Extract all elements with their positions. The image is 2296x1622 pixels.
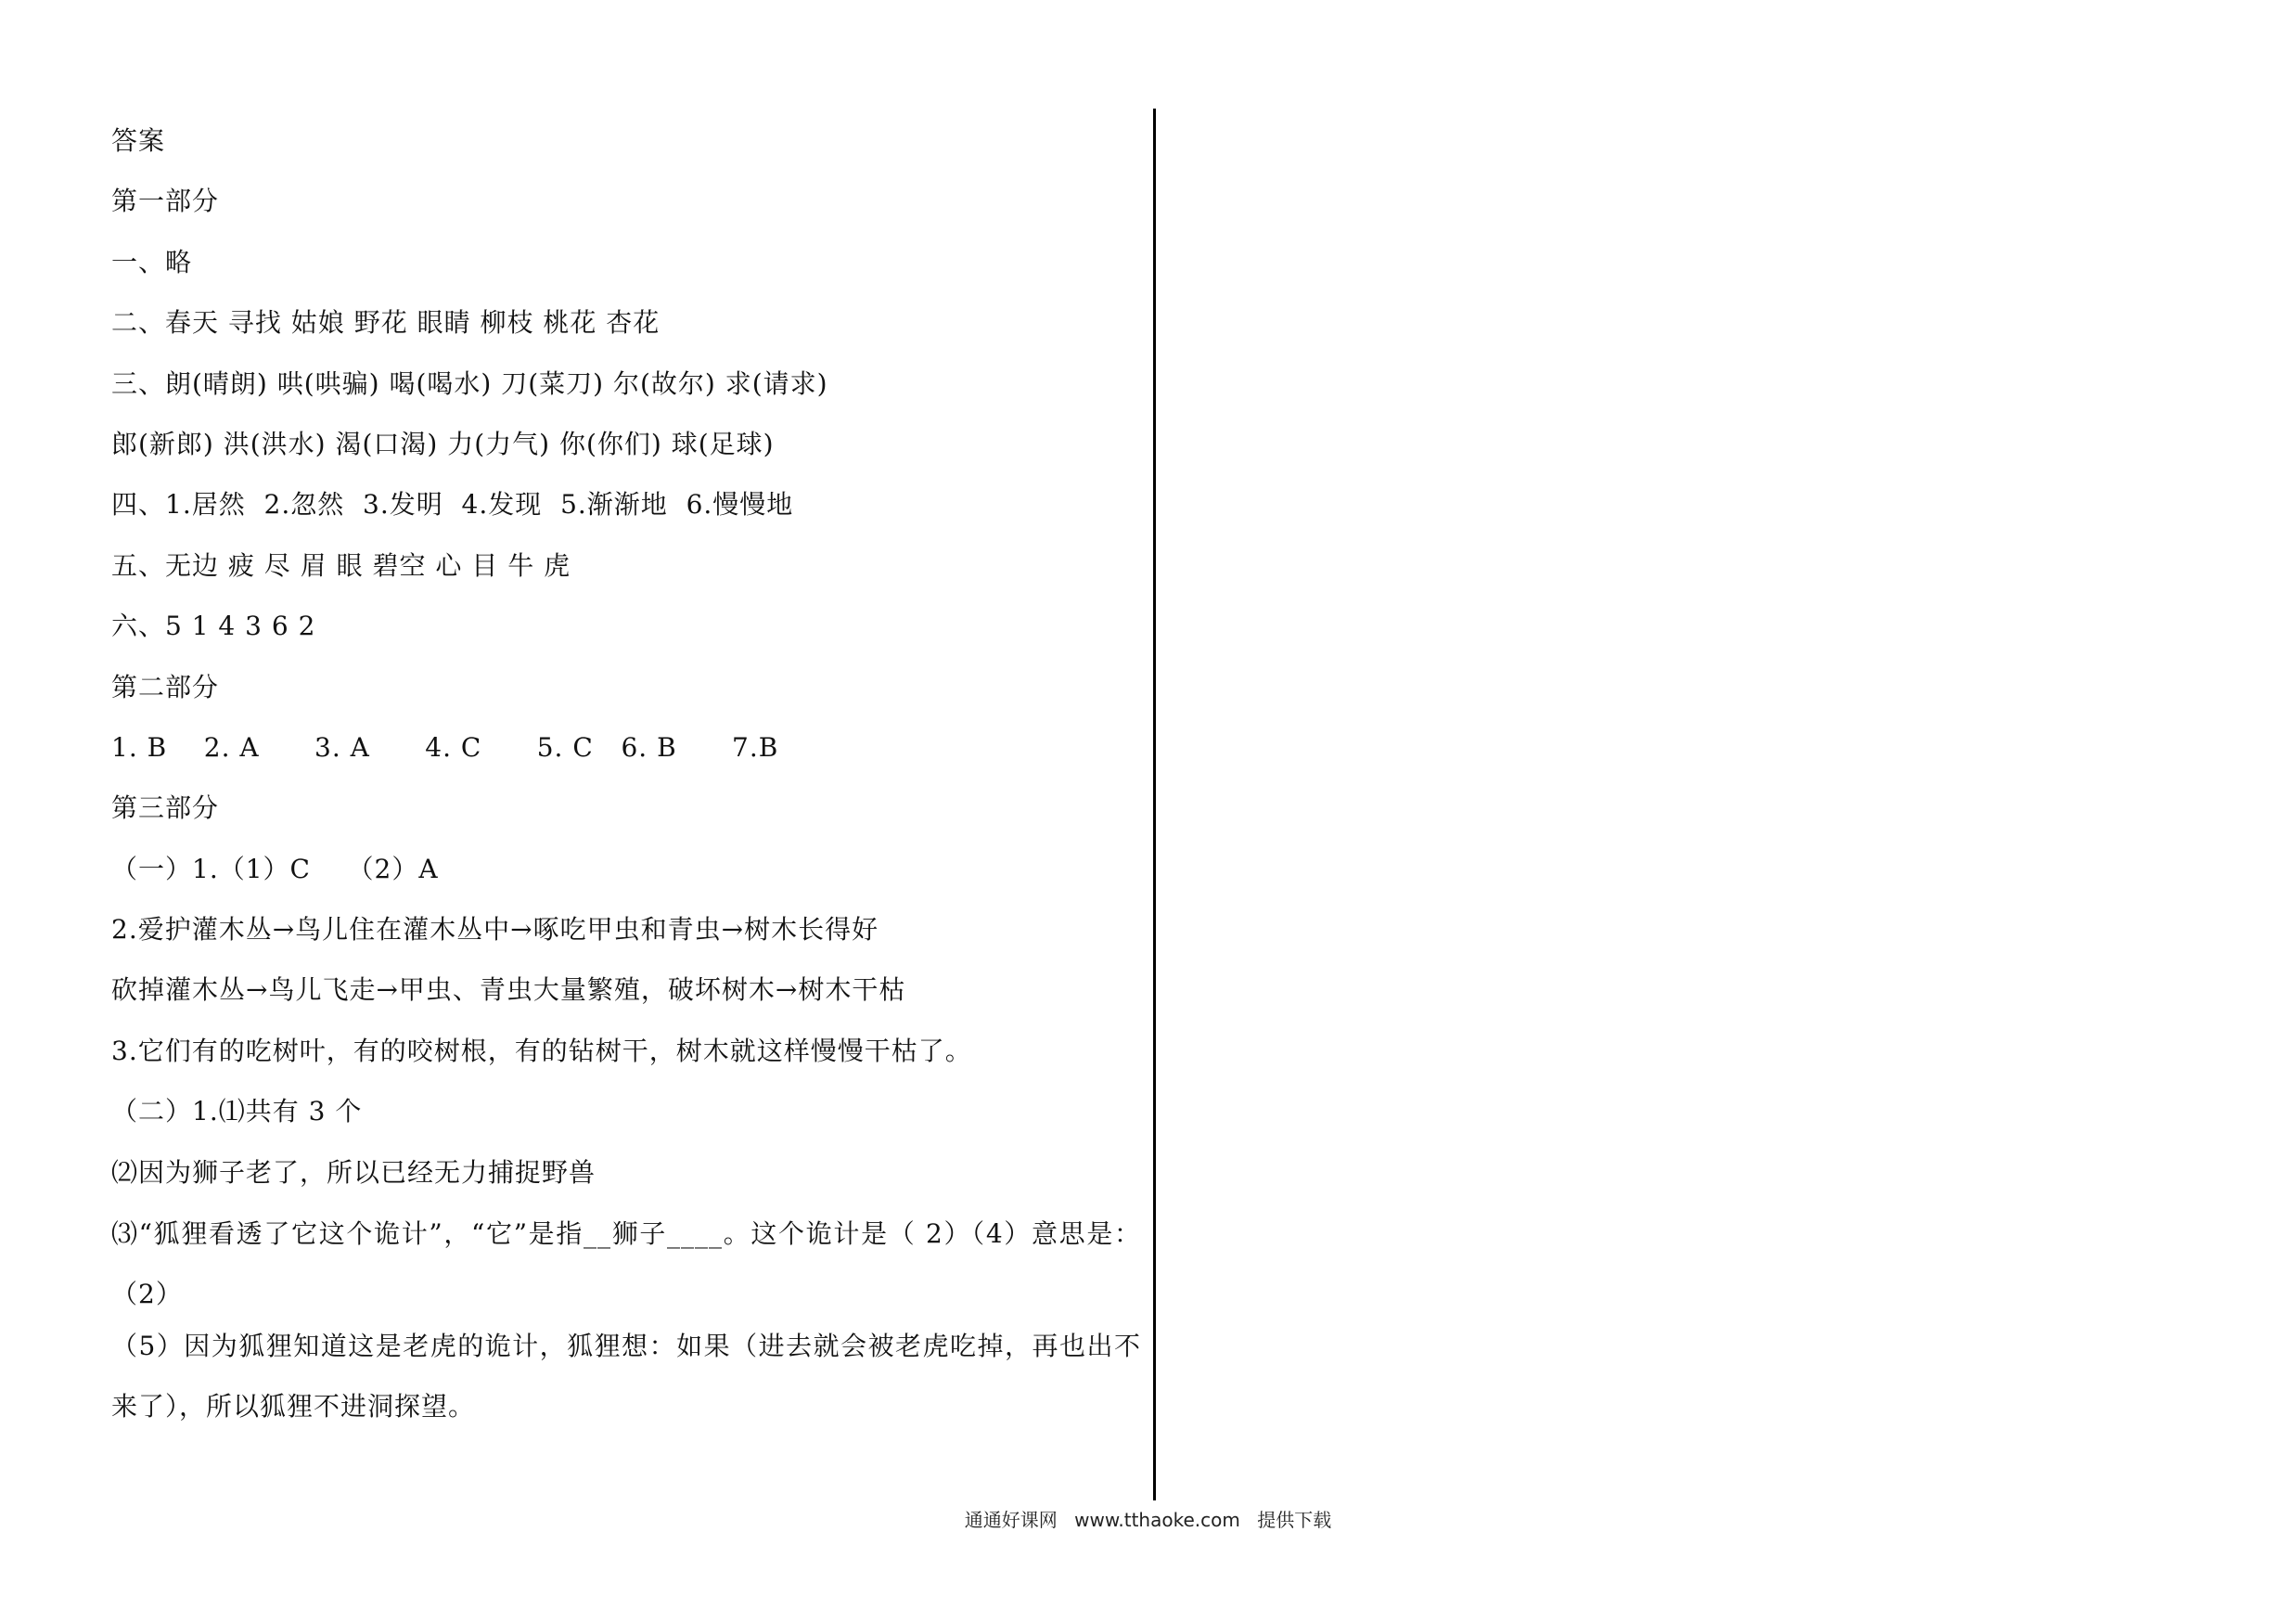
section-heading-part-2: 第二部分 bbox=[111, 671, 220, 702]
answer-line: 2.爱护灌木丛→鸟儿住在灌木丛中→啄吃甲虫和青虫→树木长得好 bbox=[111, 914, 879, 946]
answer-line: 二、春天 寻找 姑娘 野花 眼睛 柳枝 桃花 杏花 bbox=[111, 307, 661, 339]
answer-line: 一、略 bbox=[111, 246, 193, 277]
answer-line: 1. B 2. A 3. A 4. C 5. C 6. B 7.B bbox=[111, 731, 779, 763]
section-heading-part-3: 第三部分 bbox=[111, 792, 220, 824]
answer-line: 四、1.居然 2.忽然 3.发明 4.发现 5.渐渐地 6.慢慢地 bbox=[111, 489, 794, 521]
page-footer bbox=[0, 1505, 2296, 1532]
answer-line: （二）1.⑴共有 3 个 bbox=[111, 1096, 363, 1127]
answer-line: 砍掉灌木丛→鸟儿飞走→甲虫、青虫大量繁殖，破坏树木→树木干枯 bbox=[111, 974, 906, 1006]
column-divider bbox=[1153, 109, 1156, 1500]
answer-line: 六、5 1 4 3 6 2 bbox=[111, 611, 316, 642]
answer-paragraph: ⑶“狐狸看透了它这个诡计”，“它”是指__狮子____。这个诡计是（ 2）（4）意思是：（2） bbox=[111, 1218, 1141, 1310]
footer-suffix: 提供下载 bbox=[1257, 1509, 1332, 1531]
answer-line: 3.它们有的吃树叶，有的咬树根，有的钻树干，树木就这样慢慢干枯了。 bbox=[111, 1035, 972, 1066]
answer-line: 五、无边 疲 尽 眉 眼 碧空 心 目 牛 虎 bbox=[111, 549, 571, 581]
answer-line: ⑵因为狮子老了，所以已经无力捕捉野兽 bbox=[111, 1156, 596, 1188]
answer-line: 郎(新郎) 洪(洪水) 渴(口渴) 力(力气) 你(你们) 球(足球) bbox=[111, 428, 775, 459]
answer-paragraph: （5）因为狐狸知道这是老虎的诡计，狐狸想：如果（进去就会被老虎吃掉，再也出不来了），所以狐狸不进洞探望。 bbox=[111, 1330, 1141, 1422]
answer-heading: 答案 bbox=[111, 125, 166, 156]
answer-line: 三、朗(晴朗) 哄(哄骗) 喝(喝水) 刀(菜刀) 尔(故尔) 求(请求) bbox=[111, 367, 828, 399]
answer-line: （一）1.（1）C （2）A bbox=[111, 853, 439, 884]
section-heading-part-1: 第一部分 bbox=[111, 186, 220, 217]
footer-url: www.tthaoke.com bbox=[1074, 1509, 1240, 1531]
footer-site-name: 通通好课网 bbox=[964, 1509, 1058, 1531]
answer-column bbox=[111, 121, 1141, 1437]
